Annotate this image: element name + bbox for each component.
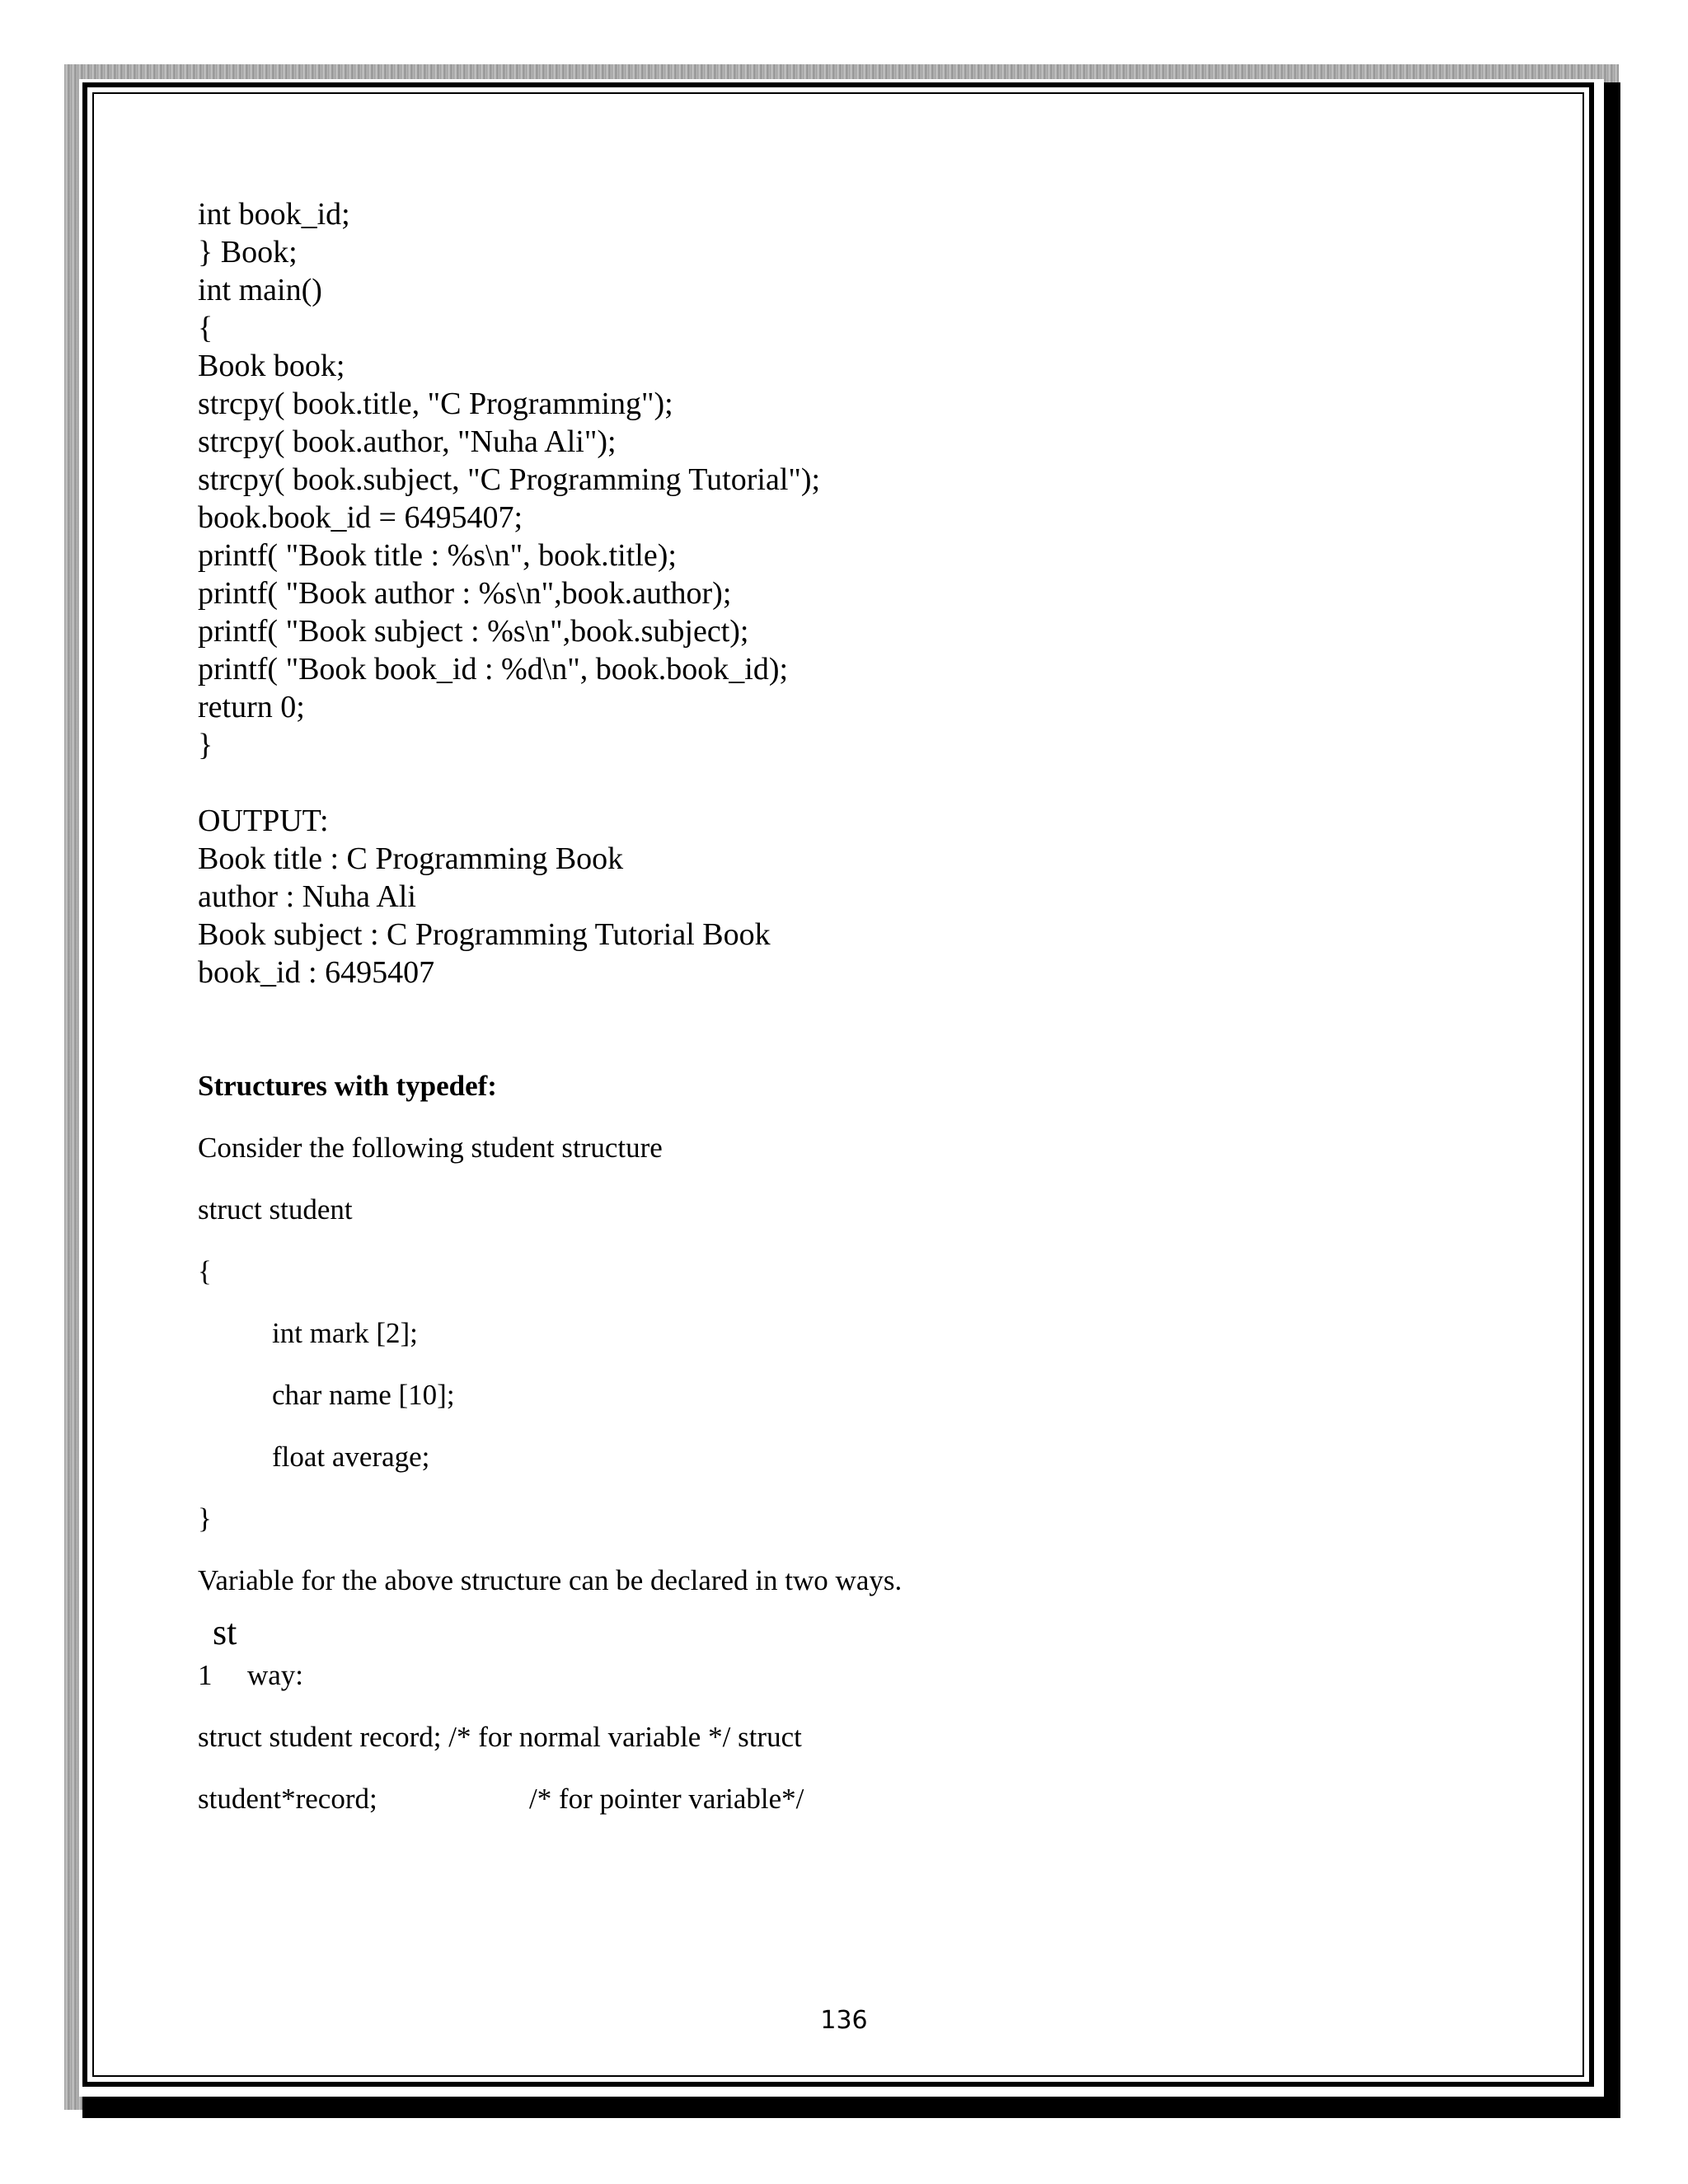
code-line: Book book; xyxy=(198,349,345,383)
variable-text: Variable for the above structure can be declared in two ways. xyxy=(198,1564,903,1596)
code-line: int main() xyxy=(198,273,322,307)
output-line: book_id : 6495407 xyxy=(198,955,435,990)
declaration-line-code: student*record; xyxy=(198,1783,377,1815)
code-line: int book_id; xyxy=(198,197,350,232)
struct-member: int mark [2]; xyxy=(272,1317,418,1349)
code-line: printf( "Book book_id : %d\n", book.book_id); xyxy=(198,652,789,687)
output-label: OUTPUT: xyxy=(198,804,329,838)
code-line: printf( "Book title : %s\n", book.title); xyxy=(198,538,677,573)
close-brace: } xyxy=(198,1502,212,1535)
struct-member: char name [10]; xyxy=(272,1379,455,1411)
open-brace: { xyxy=(198,1255,212,1287)
struct-member: float average; xyxy=(272,1441,430,1473)
output-line: Book title : C Programming Book xyxy=(198,841,624,876)
way-label: way: xyxy=(247,1659,304,1691)
code-line: strcpy( book.title, "C Programming"); xyxy=(198,387,673,421)
code-line: strcpy( book.subject, "C Programming Tutorial"); xyxy=(198,462,821,497)
code-line: } xyxy=(198,728,213,762)
output-line: Book subject : C Programming Tutorial Book xyxy=(198,917,771,952)
section-heading: Structures with typedef: xyxy=(198,1070,497,1102)
code-line: { xyxy=(198,311,213,345)
way-number: 1 xyxy=(198,1659,213,1691)
code-line: strcpy( book.author, "Nuha Ali"); xyxy=(198,424,617,459)
intro-text: Consider the following student structure xyxy=(198,1132,663,1164)
code-line: printf( "Book author : %s\n",book.author); xyxy=(198,576,732,611)
code-line: book.book_id = 6495407; xyxy=(198,500,523,535)
output-line: author : Nuha Ali xyxy=(198,879,416,914)
struct-declaration: struct student xyxy=(198,1193,353,1226)
declaration-line: struct student record; /* for normal variable */ struct xyxy=(198,1721,802,1753)
ordinal-suffix: st xyxy=(213,1612,237,1652)
code-line: printf( "Book subject : %s\n",book.subject); xyxy=(198,614,749,649)
code-line: return 0; xyxy=(198,690,305,724)
code-line: } Book; xyxy=(198,235,298,269)
page-number: 136 xyxy=(820,2006,868,2035)
declaration-line-comment: /* for pointer variable*/ xyxy=(529,1783,804,1815)
